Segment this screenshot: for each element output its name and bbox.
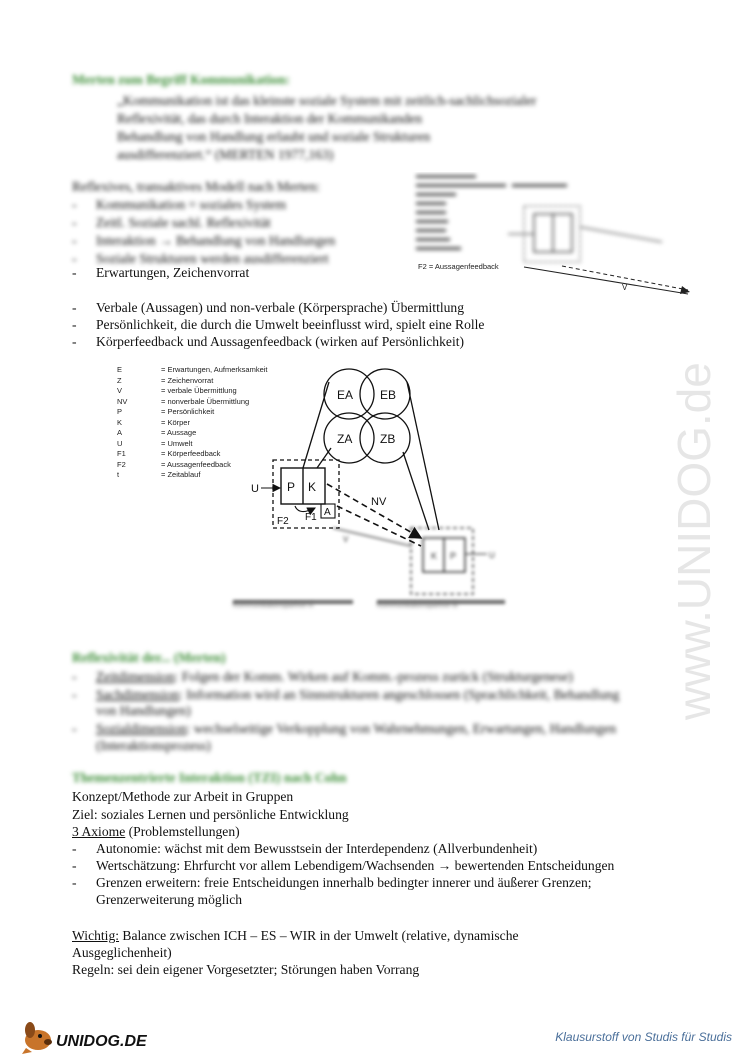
label-kb: K xyxy=(431,551,438,561)
heading-reflexives-modell: Reflexives, transaktives Modell nach Merten: xyxy=(72,179,321,194)
list-item: - Wertschätzung: Ehrfurcht vor allem Lebendigem/Wachsenden → bewertenden Entscheidungen xyxy=(72,858,615,873)
list-item: - Grenzen erweitern: freie Entscheidungen innerhalb bedingter innerer und äußerer Grenzen; xyxy=(72,875,592,890)
legend-row: F2 = Aussagenfeedback xyxy=(117,459,231,469)
small-diagram-v-label: V xyxy=(622,283,628,292)
small-diagram-legend-f2: F2 = Aussagenfeedback xyxy=(418,262,499,271)
label-v: V xyxy=(343,535,349,544)
quote-line-4: ausdifferenziert.“ (MERTEN 1977,163) xyxy=(117,147,334,162)
tzi-concept-line: Konzept/Methode zur Arbeit in Gruppen xyxy=(72,789,294,804)
regeln-line: Regeln: sei dein eigener Vorgesetzter; Störungen haben Vorrang xyxy=(72,962,420,977)
legend-row: Z = Zeichenvorrat xyxy=(117,375,214,385)
tzi-goal-line: Ziel: soziales Lernen und persönliche Entwicklung xyxy=(72,807,349,822)
svg-text:www.UNIDOG.de: www.UNIDOG.de xyxy=(668,362,720,720)
list-item: - Zeitl. Soziale sachl. Reflexivität xyxy=(72,215,271,230)
legend-row: V = verbale Übermittlung xyxy=(117,386,237,395)
list-item: - Soziale Strukturen werden ausdifferenziert xyxy=(72,251,329,266)
list-item-continuation: Grenzerweiterung möglich xyxy=(96,892,243,907)
list-item: - Autonomie: wächst mit dem Bewusstsein der Interdependenz (Allverbundenheit) xyxy=(72,841,538,856)
list-item: - Zeitdimension: Folgen der Komm. Wirken auf Komm.-prozess zurück (Strukturgenese) xyxy=(72,669,573,684)
list-item-continuation: von Handlungen) xyxy=(96,703,191,718)
legend-row: U = Umwelt xyxy=(117,438,193,448)
label-ea: EA xyxy=(337,388,354,402)
label-eb: EB xyxy=(380,388,397,402)
label-k: K xyxy=(308,480,317,494)
quote-line-2: Reflexivität, das durch Interaktion der Kommunikanden xyxy=(117,111,423,126)
legend-row: F1 = Körperfeedback xyxy=(117,449,221,458)
tzi-axiome-line: 3 Axiome (Problemstellungen) xyxy=(72,824,240,839)
heading-tzi: Themenzentrierte Interaktion (TZI) nach Cohn xyxy=(72,770,347,785)
quote-line-3: Behandlung von Handlung erlaubt und soziale Strukturen xyxy=(117,129,431,144)
footer-slogan: Klausurstoff von Studis für Studis xyxy=(555,1030,732,1044)
legend-row: K = Körper xyxy=(117,417,190,427)
label-pb: P xyxy=(450,551,457,561)
list-item: - Interaktion → Behandlung von Handlungen xyxy=(72,233,336,248)
legend-row: E = Erwartungen, Aufmerksamkeit xyxy=(117,365,268,374)
wichtig-line: Wichtig: Balance zwischen ICH – ES – WIR in der Umwelt (relative, dynamische xyxy=(72,928,519,943)
list-item: - Sozialdimension: wechselseitige Verkopplung von Wahrnehmungen, Erwartungen, Handlungen xyxy=(72,721,617,736)
label-ub: U xyxy=(489,551,495,560)
label-f1: F1 xyxy=(305,512,317,523)
heading-reflexivitaet: Reflexivität der... (Merten) xyxy=(72,650,226,665)
label-p: P xyxy=(287,480,296,494)
heading-merten-kommunikation: Merten zum Begriff Kommunikation: xyxy=(72,72,290,87)
communication-model-diagram xyxy=(225,360,525,620)
label-partner-b: Kommunikationspartner B xyxy=(377,602,458,609)
list-item: - Erwartungen, Zeichenvorrat xyxy=(72,265,250,280)
legend-row: P = Persönlichkeit xyxy=(117,407,215,416)
legend-row: NV = nonverbale Übermittlung xyxy=(117,396,250,406)
unidog-logo xyxy=(18,1016,168,1056)
logo-text: UNIDOG.DE xyxy=(56,1033,147,1050)
list-item-continuation: (Interaktionsprozess) xyxy=(96,738,211,753)
list-item: - Sachdimension: Information wird an Sinnstrukturen angeschlossen (Sprachlichkeit, Behandlung xyxy=(72,687,620,702)
dog-icon xyxy=(22,1022,52,1054)
list-item: - Verbale (Aussagen) und non-verbale (Körpersprache) Übermittlung xyxy=(72,300,465,315)
legend-row: t = Zeitablauf xyxy=(117,470,201,479)
watermark xyxy=(648,250,738,730)
label-zb: ZB xyxy=(380,432,396,446)
label-f2: F2 xyxy=(277,516,289,527)
label-za: ZA xyxy=(337,432,353,446)
label-partner-a: Kommunikationspartner A xyxy=(233,602,314,609)
label-a: A xyxy=(324,507,331,518)
list-item: - Körperfeedback und Aussagenfeedback (wirken auf Persönlichkeit) xyxy=(72,334,465,349)
label-u: U xyxy=(251,483,259,495)
wichtig-continuation: Ausgeglichenheit) xyxy=(72,945,172,960)
label-nv: NV xyxy=(371,496,387,508)
quote-line-1: „Kommunikation ist das kleinste soziale System mit zeitlich-sachlichsozialer xyxy=(117,93,537,108)
list-item: - Persönlichkeit, die durch die Umwelt beeinflusst wird, spielt eine Rolle xyxy=(72,317,485,332)
list-item: - Kommunikation = soziales System xyxy=(72,197,287,212)
legend-row: A = Aussage xyxy=(117,428,197,437)
